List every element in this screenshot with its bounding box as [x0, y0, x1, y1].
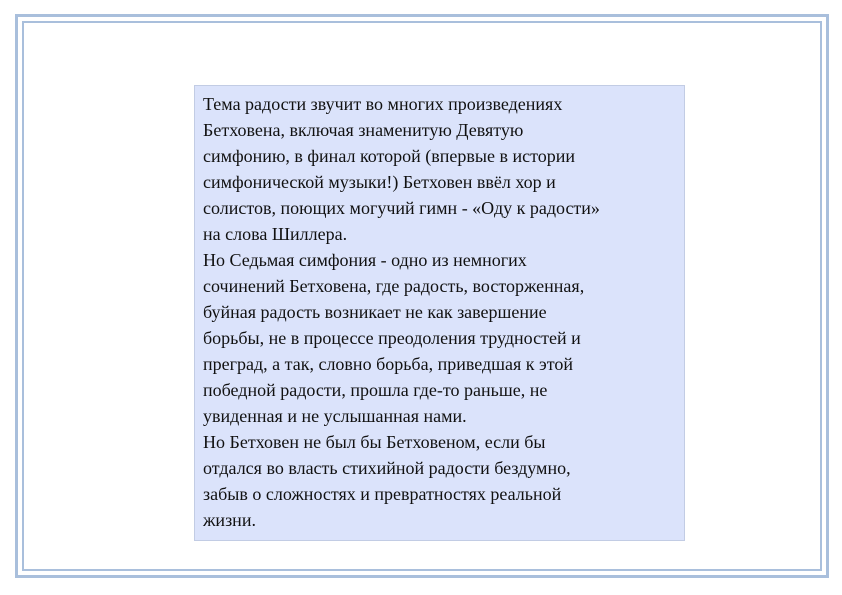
- text-line: увиденная и не услышанная нами.: [203, 406, 467, 426]
- text-line: симфонию, в финал которой (впервые в истории: [203, 146, 576, 166]
- text-line: отдался во власть стихийной радости бездумно,: [203, 458, 571, 478]
- text-line: забыв о сложностях и превратностях реальной: [203, 484, 562, 504]
- text-line: на слова Шиллера.: [203, 224, 348, 244]
- text-line: победной радости, прошла где-то раньше, не: [203, 380, 548, 400]
- paragraph-seventh-symphony: [203, 247, 676, 429]
- paragraph-joy-theme: [203, 91, 676, 247]
- text-line: Но Седьмая симфония - одно из немногих: [203, 250, 527, 270]
- text-line: симфонической музыки!) Бетховен ввёл хор и: [203, 172, 556, 192]
- paragraph-beethoven-conclusion: [203, 429, 676, 533]
- text-line: сочинений Бетховена, где радость, восторженная,: [203, 276, 585, 296]
- text-line: Тема радости звучит во многих произведениях: [203, 94, 563, 114]
- text-line: борьбы, не в процессе преодоления трудностей и: [203, 328, 581, 348]
- text-line: преград, а так, словно борьба, приведшая к этой: [203, 354, 574, 374]
- text-line: солистов, поющих могучий гимн - «Оду к радости»: [203, 198, 600, 218]
- text-line: Но Бетховен не был бы Бетховеном, если бы: [203, 432, 546, 452]
- text-line: буйная радость возникает не как завершение: [203, 302, 547, 322]
- text-box: [194, 85, 685, 541]
- text-line: Бетховена, включая знаменитую Девятую: [203, 120, 524, 140]
- text-line: жизни.: [203, 510, 256, 530]
